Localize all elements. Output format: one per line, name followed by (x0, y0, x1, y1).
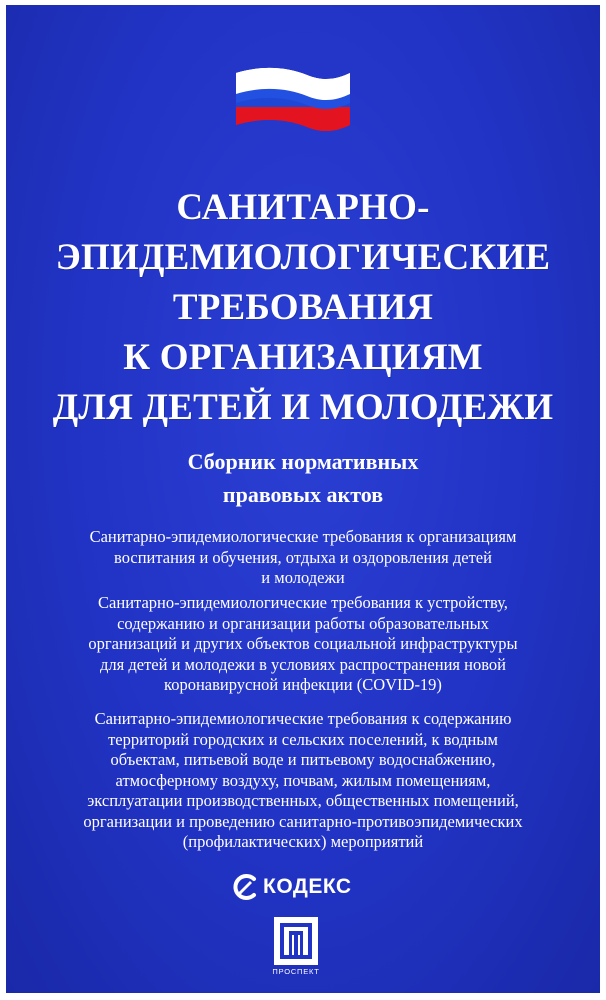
description-line: Санитарно-эпидемиологические требования к организациям (89, 527, 517, 546)
description-line: коронавирусной инфекции (COVID-19) (164, 675, 442, 694)
book-cover (6, 5, 600, 993)
description-line: атмосферному воздуху, почвам, жилым помещениям, (115, 770, 491, 790)
subtitle-line: Сборник нормативных (187, 449, 419, 474)
publisher-logo (268, 917, 324, 979)
publisher-logo-text: ПРОСПЕКТ (272, 967, 320, 976)
title-line: САНИТАРНО- (176, 187, 430, 228)
description-line: и молодежи (261, 568, 345, 587)
description-block-1 (36, 527, 570, 589)
russian-flag-icon (232, 63, 352, 133)
description-line: объектам, питьевой воде и питьевому водоснабжению, (110, 750, 496, 769)
subtitle-line: правовых актов (222, 482, 384, 507)
description-line: эксплуатации производственных, общественных помещений, (87, 791, 519, 810)
prospekt-logo-icon (274, 917, 318, 965)
description-line: организаций и других объектов социальной инфраструктуры (88, 634, 518, 653)
description-block-3 (36, 709, 570, 853)
description-line: содержанию и организации работы образовательных (117, 613, 489, 633)
kodeks-logo-text: КОДЕКС (263, 875, 352, 898)
description-line: для детей и молодежи в условиях распространения новой (100, 654, 506, 674)
title-line: К ОРГАНИЗАЦИЯМ (123, 337, 483, 378)
title-line: ЭПИДЕМИОЛОГИЧЕСКИЕ (55, 237, 551, 278)
kodeks-logo (230, 872, 352, 902)
book-title (6, 183, 600, 433)
description-line: территорий городских и сельских поселений, к водным (108, 729, 498, 749)
book-subtitle (6, 445, 600, 511)
description-line: организации и проведению санитарно-противоэпидемических (83, 811, 523, 831)
description-line: (профилактических) мероприятий (182, 832, 424, 851)
title-line: ДЛЯ ДЕТЕЙ И МОЛОДЕЖИ (52, 387, 554, 428)
description-line: Санитарно-эпидемиологические требования к устройству, (98, 593, 508, 612)
kodeks-c-logo-icon (230, 872, 260, 902)
description-line: Санитарно-эпидемиологические требования к содержанию (94, 709, 512, 728)
title-line: ТРЕБОВАНИЯ (172, 287, 434, 328)
description-line: воспитания и обучения, отдыха и оздоровления детей (114, 547, 492, 567)
description-block-2 (36, 593, 570, 696)
